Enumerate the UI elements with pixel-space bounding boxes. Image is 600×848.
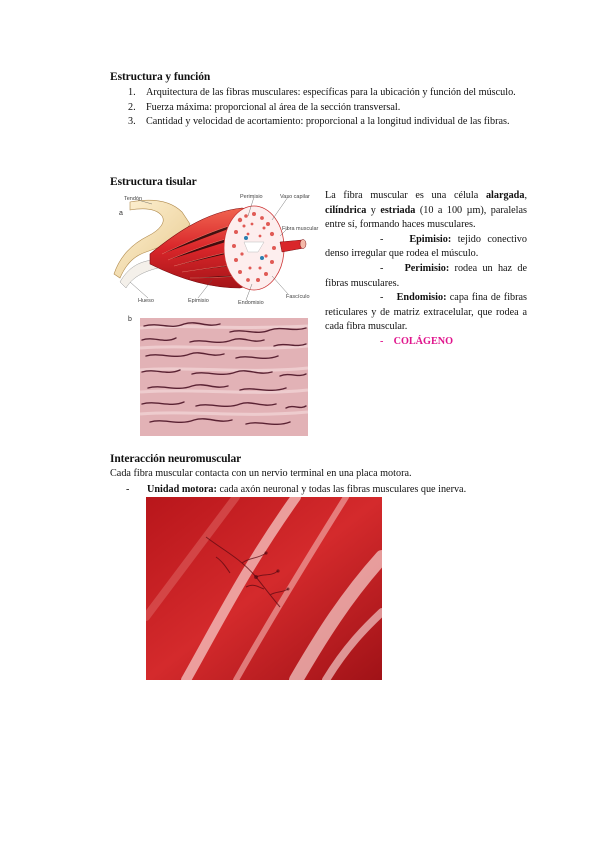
list-item: 2. Fuerza máxima: proporcional al área de la sección transversal. [128, 101, 401, 113]
label-epimisio: Epimisio [188, 298, 209, 304]
label-hueso: Hueso [138, 298, 154, 304]
fiber-intro: La fibra muscular es una célula alargada, cilíndrica y estriada (10 a 100 µm), paralelas entre sí, formando haces musculares. [325, 190, 527, 231]
muscle-structure-diagram [112, 190, 317, 308]
list-item: 3. Cantidad y velocidad de acortamiento: proporcional a la longitud individual de las fibras. [128, 116, 510, 127]
figure-label-b: b [128, 316, 132, 323]
epimisio-item: - Epimisio: tejido conectivo denso irregular que rodea el músculo. [325, 233, 527, 260]
label-endomisio: Endomisio [238, 300, 264, 306]
neuromuscular-intro: Cada fibra muscular contacta con un nervio terminal en una placa motora. [110, 468, 412, 479]
label-fasciculo: Fascículo [286, 294, 310, 300]
label-vaso: Vaso capilar [280, 194, 310, 200]
histology-image [140, 318, 308, 436]
unidad-motora-item: - Unidad motora: cada axón neuronal y todas las fibras musculares que inerva. [126, 484, 467, 495]
list-item: 1. Arquitectura de las fibras musculares: específicas para la ubicación y función del músculo. [128, 87, 516, 98]
heading-interaccion-neuromuscular: Interacción neuromuscular [110, 453, 242, 465]
heading-estructura-funcion: Estructura y función [110, 71, 211, 83]
label-perimisio: Perimisio [240, 194, 263, 200]
label-tendon: Tendón [124, 196, 143, 202]
heading-estructura-tisular: Estructura tisular [110, 176, 197, 188]
label-fibra: Fibra muscular [282, 226, 319, 232]
perimisio-item: - Perimisio: rodea un haz de fibras musculares. [325, 262, 527, 289]
properties-list [110, 86, 528, 130]
neuromuscular-micrograph [146, 497, 382, 680]
figure-label-a: a [119, 210, 123, 217]
colageno-item: - COLÁGENO [380, 335, 454, 347]
endomisio-item: - Endomisio: capa fina de fibras reticulares y de matriz extracelular, que rodea a cada fibra muscular. [325, 292, 528, 333]
tissue-description [325, 189, 527, 350]
